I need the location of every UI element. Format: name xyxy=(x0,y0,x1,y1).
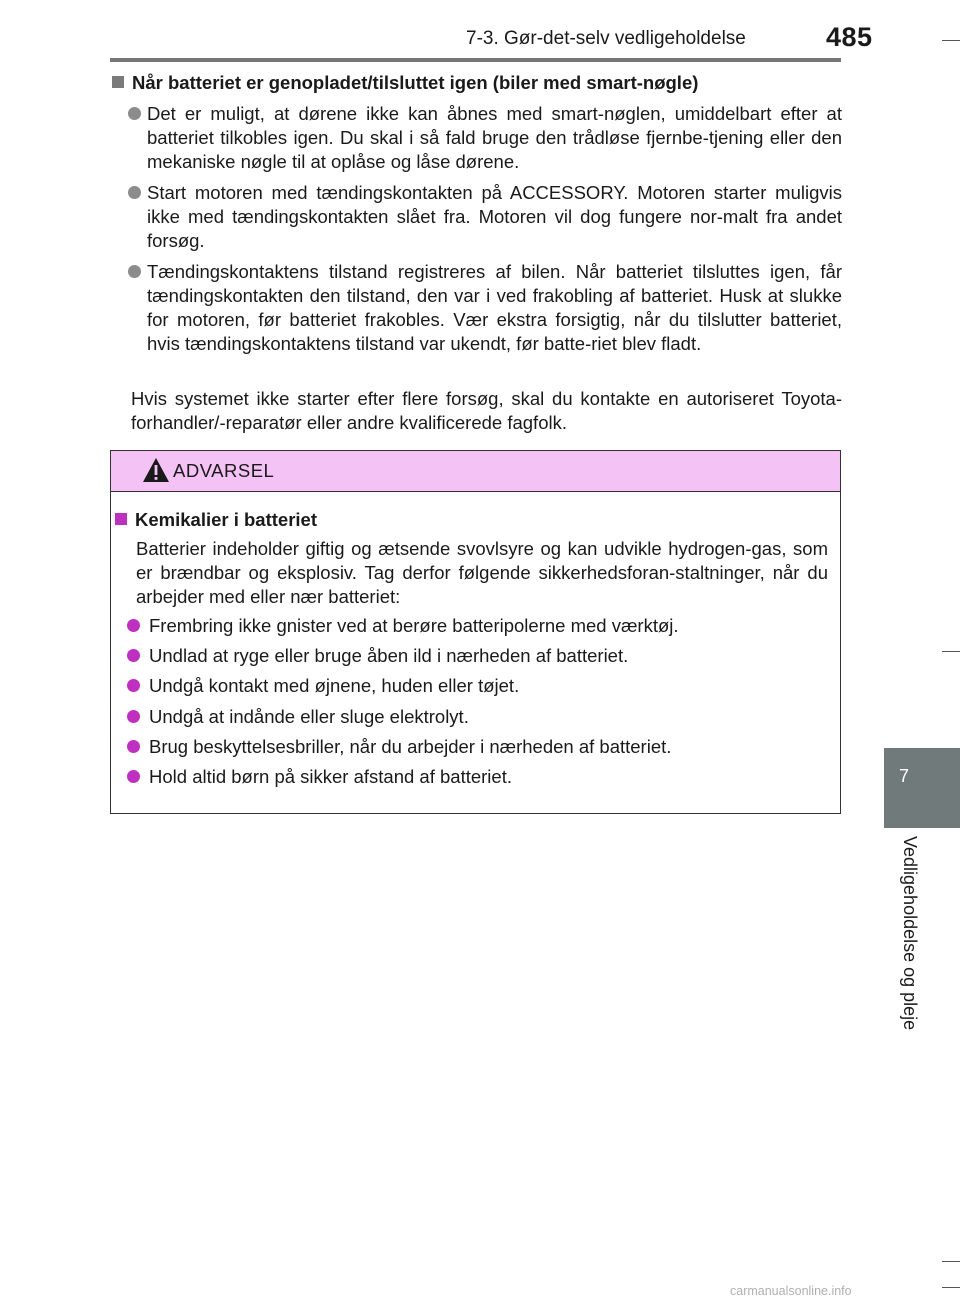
crop-mark xyxy=(942,1287,960,1288)
warning-box xyxy=(110,450,841,814)
header-rule xyxy=(110,58,841,62)
list-item-text: Det er muligt, at dørene ikke kan åbnes med smart-nøglen, umiddelbart efter at batteriet tilkobles igen. Du skal i så fald bruge den trådløse fjernbe-tjening eller den mekaniske nøgle til at oplåse og låse dørene. xyxy=(147,103,842,172)
warning-list xyxy=(127,614,827,795)
bullet-icon xyxy=(127,679,140,692)
list-item xyxy=(127,614,827,644)
bullet-icon xyxy=(127,740,140,753)
list-item-text: Undgå kontakt med øjnene, huden eller tøjet. xyxy=(149,675,520,697)
list-item xyxy=(128,102,842,174)
list-item xyxy=(127,705,827,735)
list-item-text: Start motoren med tændingskontakten på ACCESSORY. Motoren starter muligvis ikke med tændingskontakten slået fra. Motoren vil dog fungere nor-malt fra andet forsøg. xyxy=(147,182,842,251)
bullet-icon xyxy=(128,186,141,199)
crop-mark xyxy=(942,40,960,41)
crop-mark xyxy=(942,651,960,652)
warning-title: ADVARSEL xyxy=(173,460,275,481)
bullet-icon xyxy=(127,770,140,783)
list-item-text: Frembring ikke gnister ved at berøre batteripolerne med værktøj. xyxy=(149,615,679,636)
bullet-icon xyxy=(127,619,140,632)
chapter-label: Vedligeholdelse og pleje xyxy=(900,836,920,1031)
bullet-icon xyxy=(128,265,141,278)
section-title: 7-3. Gør-det-selv vedligeholdelse xyxy=(466,28,746,49)
warning-subheading-text: Kemikalier i batteriet xyxy=(135,509,317,530)
bullet-icon xyxy=(128,107,141,120)
list-item xyxy=(128,260,842,356)
warning-subheading xyxy=(115,509,317,531)
list-item-text: Brug beskyttelsesbriller, når du arbejder i nærheden af batteriet. xyxy=(149,735,672,757)
list-item xyxy=(127,644,827,674)
warning-triangle-icon xyxy=(142,457,170,483)
square-bullet-icon xyxy=(115,513,127,525)
list-item-text: Hold altid børn på sikker afstand af batteriet. xyxy=(149,765,512,787)
bullet-icon xyxy=(127,710,140,723)
warning-intro: Batterier indeholder giftig og ætsende svovlsyre og kan udvikle hydrogen-gas, som er brændbar og eksplosiv. Tag derfor følgende sikkerhedsforan-staltninger, når du arbejder med eller nær batteriet: xyxy=(136,538,828,607)
chapter-tab xyxy=(884,748,960,826)
list-item xyxy=(127,765,827,795)
list-item xyxy=(127,735,827,765)
list-item xyxy=(127,674,827,704)
chapter-tab-line xyxy=(884,826,960,828)
list-item-text: Tændingskontaktens tilstand registreres af bilen. Når batteriet tilsluttes igen, får tændingskontakten den tilstand, den var i ved frakobling af batteriet. Husk at slukke for motoren, før batteriet frakobles. Vær ekstra forsigtig, når du tilslutter batteriet, hvis tændingskontaktens tilstand var ukendt, før batte-riet blev fladt. xyxy=(147,261,842,354)
info-bullet-list xyxy=(128,102,842,363)
warning-header xyxy=(111,451,840,492)
square-bullet-icon xyxy=(112,76,124,88)
chapter-number: 7 xyxy=(898,766,909,786)
section-heading-text: Når batteriet er genopladet/tilsluttet igen (biler med smart-nøgle) xyxy=(132,72,699,93)
body-paragraph: Hvis systemet ikke starter efter flere forsøg, skal du kontakte en autoriseret Toyota-forhandler/-reparatør eller andre kvalificerede fagfolk. xyxy=(131,388,842,433)
list-item xyxy=(128,181,842,253)
bullet-icon xyxy=(127,649,140,662)
crop-mark xyxy=(942,1261,960,1262)
page-number: 485 xyxy=(826,22,873,52)
list-item-text: Undgå at indånde eller sluge elektrolyt. xyxy=(149,705,469,727)
watermark: carmanualsonline.info xyxy=(730,1284,852,1298)
section-heading xyxy=(112,72,698,94)
list-item-text: Undlad at ryge eller bruge åben ild i nærheden af batteriet. xyxy=(149,645,629,667)
